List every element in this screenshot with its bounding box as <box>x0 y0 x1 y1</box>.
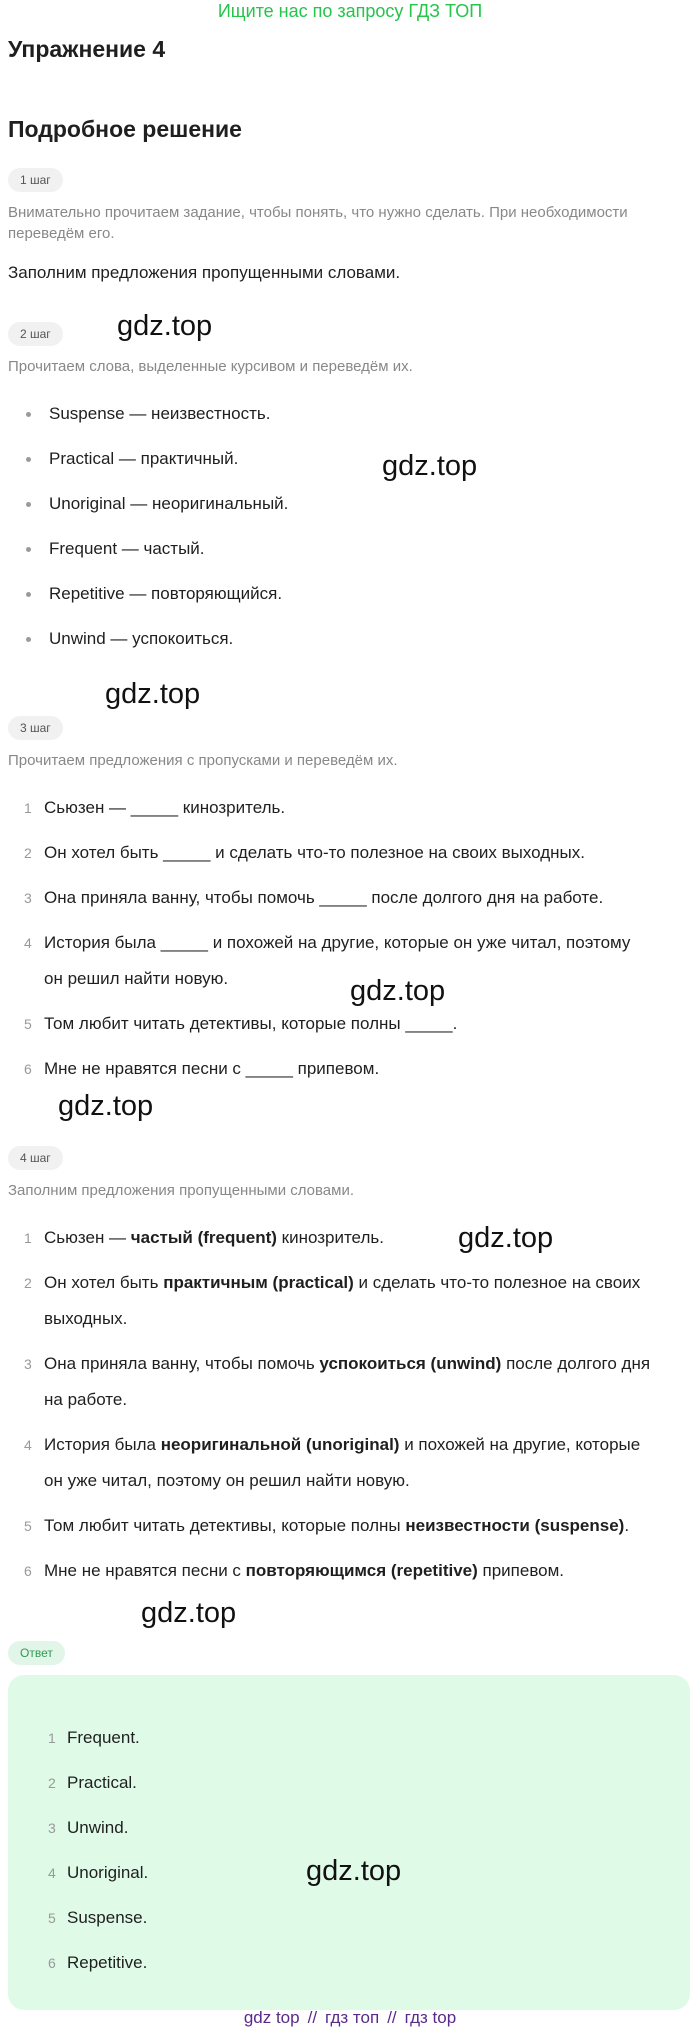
vocab-item: Frequent — частый. <box>8 537 688 582</box>
footer-separator: // <box>387 2008 397 2027</box>
item-number: 3 <box>24 890 32 906</box>
step-badge-2: 2 шаг <box>8 322 63 346</box>
footer-separator: // <box>307 2008 318 2027</box>
item-text: Сьюзен — _____ кинозритель. <box>44 798 286 817</box>
item-number: 6 <box>24 1563 32 1579</box>
answer-item <box>8 1951 690 1996</box>
item-text-continued: на работе. <box>44 1390 128 1409</box>
list-item <box>8 1006 688 1051</box>
item-number: 2 <box>24 1275 32 1291</box>
item-number: 3 <box>24 1356 32 1372</box>
watermark: gdz.top <box>58 1090 154 1122</box>
filled-sentences-list <box>8 1220 688 1598</box>
answer-word: повторяющимся (repetitive) <box>245 1561 478 1580</box>
step-badge-1: 1 шаг <box>8 168 63 192</box>
item-number: 5 <box>24 1016 32 1032</box>
step-note-2: Прочитаем слова, выделенные курсивом и переведём их. <box>8 358 413 375</box>
list-item <box>8 1220 688 1265</box>
answer-badge: Ответ <box>8 1641 65 1665</box>
watermark: gdz.top <box>382 450 478 482</box>
item-text: Сьюзен — <box>44 1228 131 1247</box>
list-item <box>8 790 688 835</box>
item-text: и похожей на другие, которые <box>399 1435 641 1454</box>
footer-link-gdz-top-ru[interactable]: гдз топ <box>325 2008 380 2027</box>
answer-text: Unoriginal. <box>67 1863 149 1882</box>
item-text: . <box>624 1516 630 1535</box>
top-banner: Ищите нас по запросу ГДЗ ТОП <box>217 1 483 21</box>
item-text: Он хотел быть <box>44 1273 164 1292</box>
footer-link-gdz-top[interactable]: gdz top <box>243 2008 300 2027</box>
list-item <box>8 835 688 880</box>
list-item <box>8 880 688 925</box>
watermark: gdz.top <box>141 1597 237 1629</box>
step-badge-4: 4 шаг <box>8 1146 63 1170</box>
item-number: 4 <box>24 1437 32 1453</box>
page-title: Упражнение 4 <box>8 36 166 62</box>
vocab-item: Practical — практичный. <box>8 447 688 492</box>
answer-word: успокоиться (unwind) <box>319 1354 502 1373</box>
item-text: Том любит читать детективы, которые полны _____. <box>44 1014 458 1033</box>
item-number: 1 <box>48 1730 56 1746</box>
list-item <box>8 1265 688 1346</box>
answer-text: Suspense. <box>67 1908 148 1927</box>
item-text: Она приняла ванну, чтобы помочь _____ после долгого дня на работе. <box>44 888 604 907</box>
item-text-continued: он уже читал, поэтому он решил найти новую. <box>44 1471 410 1490</box>
step-note-1: Внимательно прочитаем задание, чтобы понять, что нужно сделать. При необходимости переведём его. <box>8 204 628 242</box>
item-text: Он хотел быть _____ и сделать что-то полезное на своих выходных. <box>44 843 585 862</box>
answer-text: Unwind. <box>67 1818 129 1837</box>
watermark: gdz.top <box>105 678 201 710</box>
item-text-continued: выходных. <box>44 1309 128 1328</box>
footer-links <box>0 2008 700 2028</box>
vocab-list <box>8 402 688 672</box>
step-text-1: Заполним предложения пропущенными словами. <box>8 263 401 282</box>
vocab-item: Suspense — неизвестность. <box>8 402 688 447</box>
list-item <box>8 1508 688 1553</box>
answer-text: Practical. <box>67 1773 137 1792</box>
watermark: gdz.top <box>306 1855 402 1887</box>
item-text: кинозритель. <box>276 1228 384 1247</box>
item-text: История была _____ и похожей на другие, которые он уже читал, поэтому <box>44 933 631 952</box>
item-number: 5 <box>24 1518 32 1534</box>
watermark: gdz.top <box>350 975 446 1007</box>
item-text: припевом. <box>477 1561 565 1580</box>
answer-word: неоригинальной (unoriginal) <box>160 1435 400 1454</box>
item-number: 4 <box>48 1865 56 1881</box>
item-text-continued: он решил найти новую. <box>44 969 229 988</box>
step-note-3: Прочитаем предложения с пропусками и переведём их. <box>8 752 398 769</box>
answer-word: практичным (practical) <box>163 1273 354 1292</box>
watermark: gdz.top <box>117 310 213 342</box>
item-number: 2 <box>48 1775 56 1791</box>
answer-text: Frequent. <box>67 1728 140 1747</box>
list-item <box>8 1427 688 1508</box>
item-text: Мне не нравятся песни с _____ припевом. <box>44 1059 380 1078</box>
answer-word: частый (frequent) <box>130 1228 277 1247</box>
watermark: gdz.top <box>458 1222 554 1254</box>
vocab-item: Unwind — успокоиться. <box>8 627 688 672</box>
list-item <box>8 1346 688 1427</box>
item-text: Том любит читать детективы, которые полны <box>44 1516 406 1535</box>
item-number: 5 <box>48 1910 56 1926</box>
answer-text: Repetitive. <box>67 1953 148 1972</box>
item-number: 1 <box>24 1230 32 1246</box>
item-text: Мне не нравятся песни с <box>44 1561 246 1580</box>
item-text: после долгого дня <box>501 1354 651 1373</box>
step-note-4: Заполним предложения пропущенными словами. <box>8 1182 355 1199</box>
list-item <box>8 925 688 1006</box>
answer-box <box>8 1675 690 2010</box>
item-text: История была <box>44 1435 161 1454</box>
item-number: 6 <box>48 1955 56 1971</box>
item-number: 3 <box>48 1820 56 1836</box>
answer-item <box>8 1771 690 1816</box>
item-number: 1 <box>24 800 32 816</box>
item-text: Она приняла ванну, чтобы помочь <box>44 1354 320 1373</box>
item-number: 4 <box>24 935 32 951</box>
answer-item <box>8 1726 690 1771</box>
footer-link-gdz-top-mixed[interactable]: гдз top <box>404 2008 457 2027</box>
answer-word: неизвестности (suspense) <box>405 1516 625 1535</box>
vocab-item: Repetitive — повторяющийся. <box>8 582 688 627</box>
gap-sentences-list <box>8 790 688 1096</box>
list-item <box>8 1553 688 1598</box>
step-badge-3: 3 шаг <box>8 716 63 740</box>
section-title: Подробное решение <box>8 116 242 142</box>
vocab-item: Unoriginal — неоригинальный. <box>8 492 688 537</box>
item-text: и сделать что-то полезное на своих <box>353 1273 641 1292</box>
answer-item <box>8 1906 690 1951</box>
item-number: 6 <box>24 1061 32 1077</box>
item-number: 2 <box>24 845 32 861</box>
